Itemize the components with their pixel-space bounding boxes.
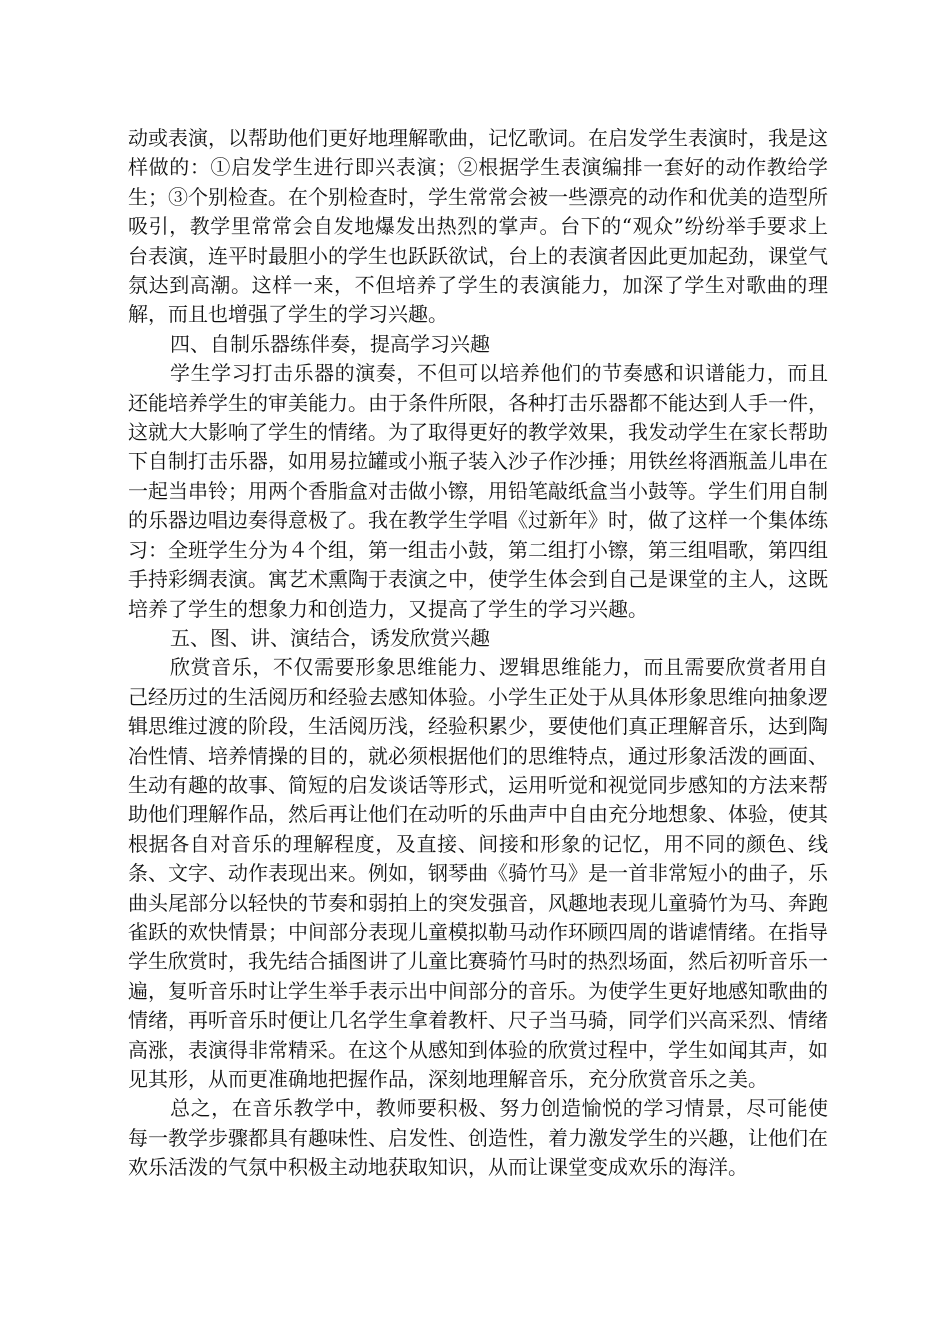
paragraph-appreciation: 欣赏音乐，不仅需要形象思维能力、逻辑思维能力，而且需要欣赏者用自己经历过的生活阅历和经验去感知体验。小学生正处于从具体形象思维向抽象逻辑思维过渡的阶段，生活阅历浅，经验积累少，要使他们真正理解音乐，达到陶冶性情、培养情操的目的，就必须根据他们的思维特点，通过形象活泼的画面、生动有趣的故事、简短的启发谈话等形式，运用听觉和视觉同步感知的方法来帮助他们理解作品，然后再让他们在动听的乐曲声中自由充分地想象、体验，使其根据各自对音乐的理解程度，及直接、间接和形象的记忆，用不同的颜色、线条、文字、动作表现出来。例如，钢琴曲《骑竹马》是一首非常短小的曲子，乐曲头尾部分以轻快的节奏和弱拍上的突发强音，风趣地表现儿童骑竹为马、奔跑雀跃的欢快情景；中间部分表现儿童模拟勒马动作环顾四周的谐谑情绪。在指导学生欣赏时，我先结合插图讲了儿童比赛骑竹马时的热烈场面，然后初听音乐一遍，复听音乐时让学生举手表示出中间部分的音乐。为使学生更好地感知歌曲的情绪，再听音乐时便让几名学生拿着教杆、尺子当马骑，同学们兴高采烈、情绪高涨，表演得非常精采。在这个从感知到体验的欣赏过程中，学生如闻其声，如见其形，从而更准确地把握作品，深刻地理解音乐，充分欣赏音乐之美。 xyxy=(128,655,828,1091)
section-heading-five: 五、图、讲、演结合，诱发欣赏兴趣 xyxy=(170,625,490,650)
paragraph-percussion: 学生学习打击乐器的演奏，不但可以培养他们的节奏感和识谱能力，而且还能培养学生的审美能力。由于条件所限，各种打击乐器都不能达到人手一件，这就大大影响了学生的情绪。为了取得更好的教学效果，我发动学生在家长帮助下自制打击乐器，如用易拉罐或小瓶子装入沙子作沙捶；用铁丝将酒瓶盖儿串在一起当串铃；用两个香脂盒对击做小镲，用铅笔敲纸盒当小鼓等。学生们用自制的乐器边唱边奏得意极了。我在教学生学唱《过新年》时，做了这样一个集体练习：全班学生分为４个组，第一组击小鼓，第二组打小镲，第三组唱歌，第四组手持彩绸表演。寓艺术熏陶于表演之中，使学生体会到自己是课堂的主人，这既培养了学生的想象力和创造力，又提高了学生的学习兴趣。 xyxy=(128,361,828,621)
section-heading-four: 四、自制乐器练伴奏，提高学习兴趣 xyxy=(170,331,490,356)
paragraph-performance-continuation: 动或表演，以帮助他们更好地理解歌曲，记忆歌词。在启发学生表演时，我是这样做的：①启发学生进行即兴表演；②根据学生表演编排一套好的动作教给学生；③个别检查。在个别检查时，学生常常会被一些漂亮的动作和优美的造型所吸引，教学里常常会自发地爆发出热烈的掌声。台下的“观众”纷纷举手要求上台表演，连平时最胆小的学生也跃跃欲试，台上的表演者因此更加起劲，课堂气氛达到高潮。这样一来，不但培养了学生的表演能力，加深了学生对歌曲的理解，而且也增强了学生的学习兴趣。 xyxy=(128,126,828,327)
document-page xyxy=(128,124,828,1183)
paragraph-conclusion: 总之，在音乐教学中，教师要积极、努力创造愉悦的学习情景，尽可能使每一教学步骤都具有趣味性、启发性、创造性，着力激发学生的兴趣，让他们在欢乐活泼的气氛中积极主动地获取知识，从而让课堂变成欢乐的海洋。 xyxy=(128,1096,828,1180)
